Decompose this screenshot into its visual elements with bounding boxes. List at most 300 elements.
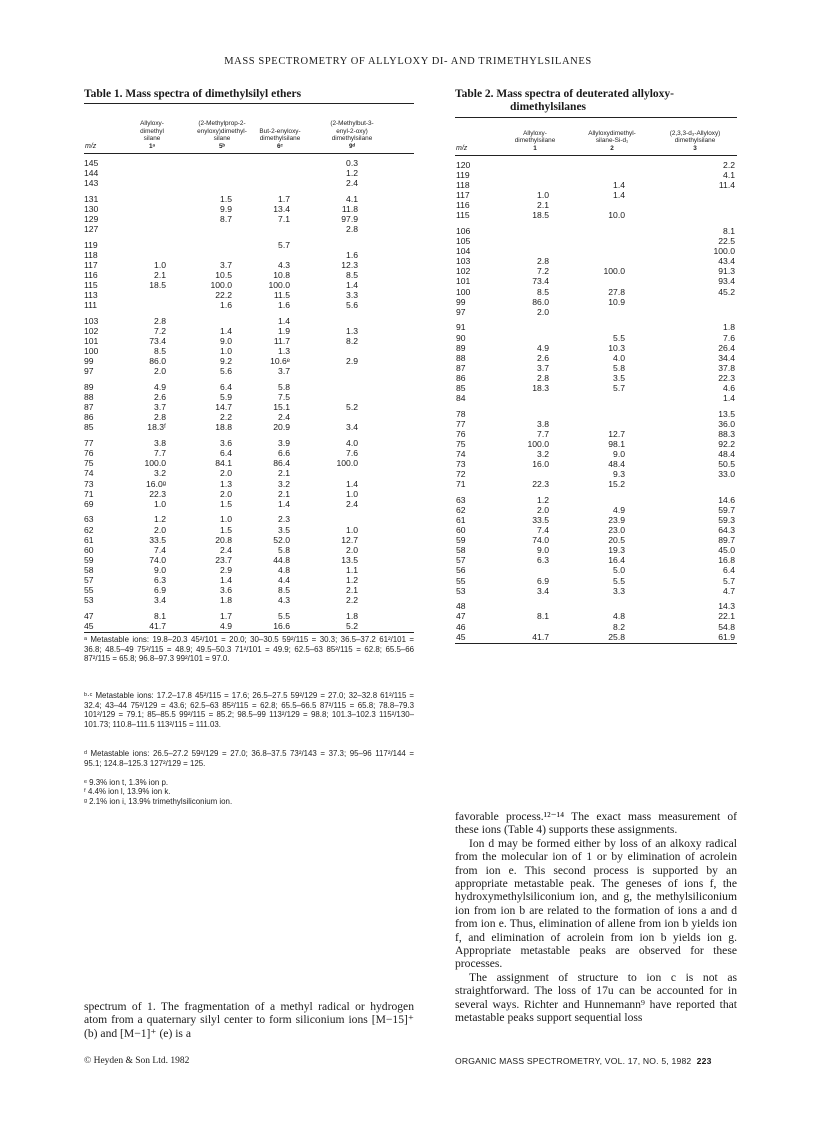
- table-row: [455, 297, 737, 307]
- intensity-cell: 5.5: [613, 332, 625, 343]
- mz-cell: 91: [456, 322, 466, 333]
- column-header-name: But-2-enyloxy- dimethylsilane: [259, 127, 301, 143]
- table-row: [84, 468, 414, 478]
- intensity-cell: 100.0: [713, 246, 735, 257]
- mz-cell: 85: [456, 382, 466, 393]
- intensity-cell: 2.0: [220, 488, 232, 499]
- intensity-cell: 1.2: [537, 494, 549, 505]
- table-row: [455, 363, 737, 373]
- journal-citation: ORGANIC MASS SPECTROMETRY, VOL. 17, NO. 5, 1982: [455, 1056, 692, 1066]
- intensity-cell: 1.9: [278, 326, 290, 337]
- table-row: [455, 515, 737, 525]
- mz-cell: 58: [84, 564, 94, 575]
- mz-cell: 131: [84, 193, 99, 204]
- page-number: 223: [696, 1056, 712, 1066]
- intensity-cell: 1.4: [613, 180, 625, 191]
- intensity-cell: 1.0: [346, 524, 358, 535]
- intensity-cell: 7.2: [537, 266, 549, 277]
- intensity-cell: 52.0: [273, 534, 290, 545]
- table-2-title-line-1: Table 2. Mass spectra of deuterated allyloxy-: [455, 88, 675, 100]
- mz-cell: 45: [456, 631, 466, 642]
- intensity-cell: 13.5: [718, 408, 735, 419]
- intensity-cell: 19.3: [608, 545, 625, 556]
- table-1-top-rule: [84, 103, 414, 104]
- column-header-id: 3: [693, 145, 697, 152]
- intensity-cell: 2.4: [278, 412, 290, 423]
- intensity-cell: 2.1: [278, 468, 290, 479]
- intensity-cell: 59.3: [718, 515, 735, 526]
- intensity-cell: 6.9: [537, 575, 549, 586]
- table-row: [84, 438, 414, 448]
- intensity-cell: 2.3: [278, 514, 290, 525]
- column-header-id: 1: [533, 145, 537, 152]
- intensity-cell: 3.8: [154, 438, 166, 449]
- left-column-text: [84, 1000, 414, 1040]
- intensity-cell: 10.0: [608, 210, 625, 221]
- intensity-cell: 4.1: [723, 170, 735, 181]
- mz-cell: 56: [456, 565, 466, 576]
- intensity-cell: 5.6: [220, 366, 232, 377]
- intensity-cell: 7.4: [537, 525, 549, 536]
- table-row: [84, 458, 414, 468]
- mz-cell: 76: [456, 428, 466, 439]
- table-row: [84, 356, 414, 366]
- intensity-cell: 1.0: [220, 346, 232, 357]
- intensity-cell: 1.2: [154, 514, 166, 525]
- intensity-cell: 6.4: [220, 448, 232, 459]
- intensity-cell: 11.4: [718, 180, 735, 191]
- table-row: [84, 514, 414, 524]
- intensity-cell: 14.3: [718, 601, 735, 612]
- intensity-cell: 2.0: [346, 544, 358, 555]
- intensity-cell: 20.9: [273, 422, 290, 433]
- intensity-cell: 4.8: [278, 564, 290, 575]
- table-2-bottom-rule: [455, 643, 737, 644]
- intensity-cell: 2.4: [220, 544, 232, 555]
- column-header-id: 2: [610, 145, 614, 152]
- table-row: [84, 204, 414, 214]
- intensity-cell: 18.5: [532, 210, 549, 221]
- copyright-footer: © Heyden & Son Ltd. 1982: [84, 1056, 190, 1066]
- table-row: [84, 611, 414, 621]
- intensity-cell: 3.7: [537, 362, 549, 373]
- mz-column-label: m/z: [85, 143, 97, 150]
- intensity-cell: 6.9: [154, 584, 166, 595]
- intensity-cell: 3.3: [346, 290, 358, 301]
- intensity-cell: 9.3: [613, 469, 625, 480]
- intensity-cell: 12.3: [341, 260, 358, 271]
- intensity-cell: 100.0: [336, 458, 358, 469]
- intensity-cell: 13.4: [273, 203, 290, 214]
- mz-cell: 116: [84, 270, 98, 281]
- table-1-footnote: ᵉ 9.3% ion t, 1.3% ion p.: [84, 777, 169, 787]
- intensity-cell: 91.3: [718, 266, 735, 277]
- intensity-cell: 48.4: [608, 459, 625, 470]
- mz-cell: 102: [84, 326, 99, 337]
- intensity-cell: 8.1: [723, 226, 735, 237]
- intensity-cell: 48.4: [718, 448, 735, 459]
- intensity-cell: 8.5: [346, 270, 358, 281]
- table-row: [455, 555, 737, 565]
- intensity-cell: 1.3: [278, 346, 290, 357]
- intensity-cell: 1.4: [220, 574, 232, 585]
- intensity-cell: 1.4: [723, 392, 735, 403]
- table-row: [84, 585, 414, 595]
- intensity-cell: 1.4: [278, 498, 290, 509]
- table-row: [84, 178, 414, 188]
- intensity-cell: 10.3: [608, 342, 625, 353]
- table-1-footnote: ᵍ 2.1% ion i, 13.9% trimethylsiliconium ion.: [84, 796, 233, 806]
- intensity-cell: 8.1: [537, 611, 549, 622]
- mz-cell: 89: [84, 382, 94, 393]
- column-header-name: (2-Methylprop-2- enyloxy)dimethyl- silane: [197, 120, 247, 143]
- mz-cell: 99: [456, 296, 466, 307]
- intensity-cell: 1.4: [346, 280, 358, 291]
- table-row: [84, 346, 414, 356]
- intensity-cell: 1.2: [346, 574, 358, 585]
- intensity-cell: 3.2: [278, 478, 290, 489]
- intensity-cell: 41.7: [532, 631, 549, 642]
- intensity-cell: 2.1: [278, 488, 290, 499]
- intensity-cell: 4.6: [723, 382, 735, 393]
- table-row: [455, 495, 737, 505]
- mz-cell: 118: [84, 249, 98, 260]
- intensity-cell: 1.8: [723, 322, 735, 333]
- intensity-cell: 26.4: [718, 342, 735, 353]
- mz-cell: 72: [456, 469, 466, 480]
- mz-cell: 105: [456, 236, 471, 247]
- intensity-cell: 2.1: [537, 200, 549, 211]
- intensity-cell: 33.5: [532, 515, 549, 526]
- table-row: [455, 200, 737, 210]
- column-header-id: 1ᵃ: [149, 143, 155, 150]
- intensity-cell: 100.0: [603, 266, 625, 277]
- table-row: [84, 214, 414, 224]
- table-row: [455, 343, 737, 353]
- intensity-cell: 2.2: [346, 595, 358, 605]
- intensity-cell: 1.8: [220, 595, 232, 605]
- mz-cell: 97: [84, 366, 94, 377]
- left-paragraph: spectrum of 1. The fragmentation of a methyl radical or hydrogen atom from a quaternary silyl center to form siliconium ions [M−15]⁺ (b) and [M−1]⁺ (e) is a: [84, 1000, 414, 1040]
- intensity-cell: 22.3: [718, 372, 735, 383]
- intensity-cell: 5.2: [346, 620, 358, 631]
- table-row: [455, 525, 737, 535]
- table-row: [84, 595, 414, 605]
- intensity-cell: 2.0: [154, 366, 166, 377]
- mz-cell: 73: [84, 478, 94, 489]
- mz-cell: 62: [84, 524, 94, 535]
- mz-column-label: m/z: [456, 145, 468, 152]
- intensity-cell: 1.8: [346, 610, 358, 621]
- intensity-cell: 10.9: [608, 296, 625, 307]
- mz-cell: 99: [84, 356, 94, 367]
- intensity-cell: 10.8: [273, 270, 290, 281]
- intensity-cell: 2.0: [154, 524, 166, 535]
- intensity-cell: 6.3: [537, 555, 549, 566]
- intensity-cell: 2.4: [346, 178, 358, 189]
- mz-cell: 86: [84, 412, 94, 423]
- table-row: [84, 489, 414, 499]
- intensity-cell: 50.5: [718, 459, 735, 470]
- intensity-cell: 20.8: [215, 534, 232, 545]
- column-header-name: (2-Methylbut-3- enyl-2-oxy) dimethylsilane: [330, 120, 374, 143]
- intensity-cell: 4.3: [278, 595, 290, 605]
- intensity-cell: 1.0: [220, 514, 232, 525]
- mz-cell: 57: [456, 555, 466, 566]
- intensity-cell: 25.8: [608, 631, 625, 642]
- intensity-cell: 1.6: [220, 300, 232, 311]
- intensity-cell: 9.0: [613, 448, 625, 459]
- intensity-cell: 1.6: [278, 300, 290, 311]
- intensity-cell: 7.7: [537, 428, 549, 439]
- intensity-cell: 86.0: [149, 356, 166, 367]
- intensity-cell: 1.6: [346, 249, 358, 260]
- intensity-cell: 15.1: [273, 402, 290, 413]
- column-header-id: 9ᵈ: [348, 143, 356, 150]
- intensity-cell: 34.4: [718, 352, 735, 363]
- intensity-cell: 2.8: [346, 224, 358, 235]
- intensity-cell: 16.0ᵍ: [146, 478, 166, 489]
- intensity-cell: 36.0: [718, 418, 735, 429]
- intensity-cell: 12.7: [341, 534, 358, 545]
- table-row: [455, 373, 737, 383]
- intensity-cell: 2.8: [537, 372, 549, 383]
- intensity-cell: 5.8: [278, 544, 290, 555]
- intensity-cell: 4.3: [278, 260, 290, 271]
- intensity-cell: 6.4: [220, 382, 232, 393]
- table-row: [455, 266, 737, 276]
- intensity-cell: 2.1: [154, 270, 166, 281]
- table-row: [84, 366, 414, 376]
- intensity-cell: 12.7: [608, 428, 625, 439]
- intensity-cell: 4.4: [278, 574, 290, 585]
- intensity-cell: 4.9: [537, 342, 549, 353]
- intensity-cell: 8.5: [278, 584, 290, 595]
- intensity-cell: 2.8: [154, 412, 166, 423]
- table-row: [84, 224, 414, 234]
- right-paragraph-3: The assignment of structure to ion c is not as straightforward. The loss of 17u can be accounted for in several ways. Richter and Hunnemann⁹ have reported that metastable peaks support sequential loss: [455, 970, 737, 1025]
- table-row: [455, 449, 737, 459]
- intensity-cell: 100.0: [210, 280, 232, 291]
- intensity-cell: 10.6ᵉ: [270, 356, 290, 367]
- mz-cell: 75: [456, 438, 466, 449]
- mz-cell: 75: [84, 458, 94, 469]
- intensity-cell: 2.0: [537, 505, 549, 516]
- mz-cell: 127: [84, 224, 99, 235]
- mz-cell: 143: [84, 178, 99, 189]
- mz-cell: 145: [84, 158, 99, 168]
- intensity-cell: 7.7: [154, 448, 166, 459]
- intensity-cell: 4.0: [613, 352, 625, 363]
- intensity-cell: 5.2: [346, 402, 358, 413]
- mz-cell: 55: [456, 575, 466, 586]
- intensity-cell: 10.5: [215, 270, 232, 281]
- intensity-cell: 16.8: [718, 555, 735, 566]
- intensity-cell: 100.0: [527, 438, 549, 449]
- table-row: [455, 545, 737, 555]
- intensity-cell: 23.7: [215, 554, 232, 565]
- table-1-footnote: ᵈ Metastable ions: 26.5–27.2 59²/129 = 27.0; 36.8–37.5 73²/143 = 37.3; 95–96 117²/144 = 95.1; 124.8–125.3 127²/129 = 125.: [84, 748, 414, 768]
- intensity-cell: 2.6: [537, 352, 549, 363]
- intensity-cell: 1.4: [278, 316, 290, 327]
- intensity-cell: 3.4: [346, 422, 358, 433]
- intensity-cell: 8.1: [154, 610, 166, 621]
- intensity-cell: 16.4: [608, 555, 625, 566]
- intensity-cell: 9.9: [220, 203, 232, 214]
- mz-cell: 89: [456, 342, 466, 353]
- intensity-cell: 23.9: [608, 515, 625, 526]
- intensity-cell: 1.0: [154, 260, 166, 271]
- mz-cell: 88: [84, 392, 94, 403]
- mz-cell: 118: [456, 180, 470, 191]
- mz-cell: 130: [84, 203, 99, 214]
- intensity-cell: 1.5: [220, 524, 232, 535]
- mz-cell: 58: [456, 545, 466, 556]
- table-2-title-line-2: dimethylsilanes: [510, 101, 587, 113]
- table-row: [84, 575, 414, 585]
- table-row: [455, 276, 737, 286]
- intensity-cell: 18.8: [215, 422, 232, 433]
- intensity-cell: 3.4: [537, 585, 549, 596]
- mz-cell: 62: [456, 505, 466, 516]
- intensity-cell: 2.1: [346, 584, 358, 595]
- mz-cell: 87: [456, 362, 466, 373]
- table-1-bottom-rule: [84, 632, 414, 633]
- mz-cell: 115: [456, 210, 470, 221]
- mz-cell: 119: [84, 239, 98, 250]
- intensity-cell: 8.2: [613, 621, 625, 632]
- intensity-cell: 1.0: [154, 498, 166, 509]
- mz-cell: 119: [456, 170, 470, 181]
- mz-cell: 102: [456, 266, 471, 277]
- mz-cell: 55: [84, 584, 94, 595]
- table-row: [84, 316, 414, 326]
- mz-cell: 117: [456, 190, 470, 201]
- mz-cell: 115: [84, 280, 98, 291]
- intensity-cell: 93.4: [718, 276, 735, 287]
- intensity-cell: 22.2: [215, 290, 232, 301]
- table-row: [455, 459, 737, 469]
- table-2-top-rule: [455, 117, 737, 118]
- table-row: [455, 601, 737, 611]
- table-row: [84, 158, 414, 168]
- mz-cell: 53: [456, 585, 466, 596]
- mz-cell: 59: [84, 554, 94, 565]
- mz-cell: 90: [456, 332, 466, 343]
- mz-cell: 129: [84, 214, 99, 225]
- table-row: [84, 270, 414, 280]
- mz-cell: 117: [84, 260, 98, 271]
- table-2-header-rule: [455, 155, 737, 156]
- intensity-cell: 64.3: [718, 525, 735, 536]
- intensity-cell: 5.8: [278, 382, 290, 393]
- table-row: [455, 576, 737, 586]
- intensity-cell: 5.7: [723, 575, 735, 586]
- column-header-id: 6ᶜ: [277, 143, 283, 150]
- mz-cell: 47: [456, 611, 466, 622]
- mz-cell: 63: [456, 494, 466, 505]
- intensity-cell: 8.5: [154, 346, 166, 357]
- intensity-cell: 2.0: [537, 306, 549, 317]
- mz-cell: 86: [456, 372, 466, 383]
- intensity-cell: 41.7: [149, 620, 166, 631]
- intensity-cell: 45.2: [718, 286, 735, 297]
- mz-cell: 60: [84, 544, 94, 555]
- intensity-cell: 6.4: [723, 565, 735, 576]
- table-1-title: Table 1. Mass spectra of dimethylsilyl ethers: [84, 88, 302, 100]
- mz-cell: 88: [456, 352, 466, 363]
- table-row: [455, 469, 737, 479]
- intensity-cell: 20.5: [608, 535, 625, 546]
- intensity-cell: 15.2: [608, 479, 625, 490]
- intensity-cell: 1.7: [220, 610, 232, 621]
- table-row: [84, 392, 414, 402]
- table-row: [455, 409, 737, 419]
- table-row: [84, 402, 414, 412]
- mz-cell: 69: [84, 498, 94, 509]
- intensity-cell: 59.7: [718, 505, 735, 516]
- intensity-cell: 1.7: [278, 193, 290, 204]
- right-column-text: [455, 810, 737, 1025]
- table-row: [455, 256, 737, 266]
- intensity-cell: 5.6: [346, 300, 358, 311]
- mz-cell: 77: [84, 438, 94, 449]
- mz-cell: 45: [84, 620, 94, 631]
- intensity-cell: 7.6: [723, 332, 735, 343]
- intensity-cell: 3.7: [278, 366, 290, 377]
- column-header-id: 5ᵇ: [218, 143, 226, 150]
- intensity-cell: 5.7: [613, 382, 625, 393]
- table-row: [455, 180, 737, 190]
- intensity-cell: 9.2: [220, 356, 232, 367]
- mz-cell: 57: [84, 574, 94, 585]
- intensity-cell: 2.2: [723, 160, 735, 170]
- mz-cell: 74: [84, 468, 94, 479]
- intensity-cell: 23.0: [608, 525, 625, 536]
- intensity-cell: 3.2: [154, 468, 166, 479]
- table-row: [455, 383, 737, 393]
- intensity-cell: 27.8: [608, 286, 625, 297]
- intensity-cell: 45.0: [718, 545, 735, 556]
- intensity-cell: 1.5: [220, 498, 232, 509]
- table-row: [84, 290, 414, 300]
- mz-cell: 106: [456, 226, 471, 237]
- mz-cell: 85: [84, 422, 94, 433]
- table-row: [455, 393, 737, 403]
- intensity-cell: 9.0: [537, 545, 549, 556]
- column-header-name: (2,3,3-d₃-Allyloxy) dimethylsilane: [669, 129, 721, 145]
- intensity-cell: 33.5: [149, 534, 166, 545]
- mz-cell: 87: [84, 402, 94, 413]
- intensity-cell: 1.0: [537, 190, 549, 201]
- table-row: [84, 422, 414, 432]
- intensity-cell: 3.5: [278, 524, 290, 535]
- intensity-cell: 11.5: [273, 290, 290, 301]
- mz-cell: 103: [456, 256, 471, 267]
- table-row: [455, 429, 737, 439]
- intensity-cell: 4.0: [346, 438, 358, 449]
- table-row: [84, 499, 414, 509]
- table-row: [455, 611, 737, 621]
- table-row: [455, 322, 737, 332]
- mz-cell: 76: [84, 448, 94, 459]
- intensity-cell: 5.5: [278, 610, 290, 621]
- table-row: [455, 565, 737, 575]
- right-paragraph-2: Ion d may be formed either by loss of an alkoxy radical from the molecular ion of 1 or by elimination of acrolein from ion e. This second process is supported by an appropriate metastable peak. The geneses of ions f, the hydroxymethylsiliconium ion, and g, the methylsiliconium ion from ion b are related to the formation of ions a and d from ion e. Thus, elimination of allene from ion b yields ion f, and elimination of acrolein from ion b yields ion g. Appropriate metastable peaks are observed for these processes.: [455, 836, 737, 971]
- intensity-cell: 2.2: [220, 412, 232, 423]
- table-row: [84, 448, 414, 458]
- intensity-cell: 13.5: [341, 554, 358, 565]
